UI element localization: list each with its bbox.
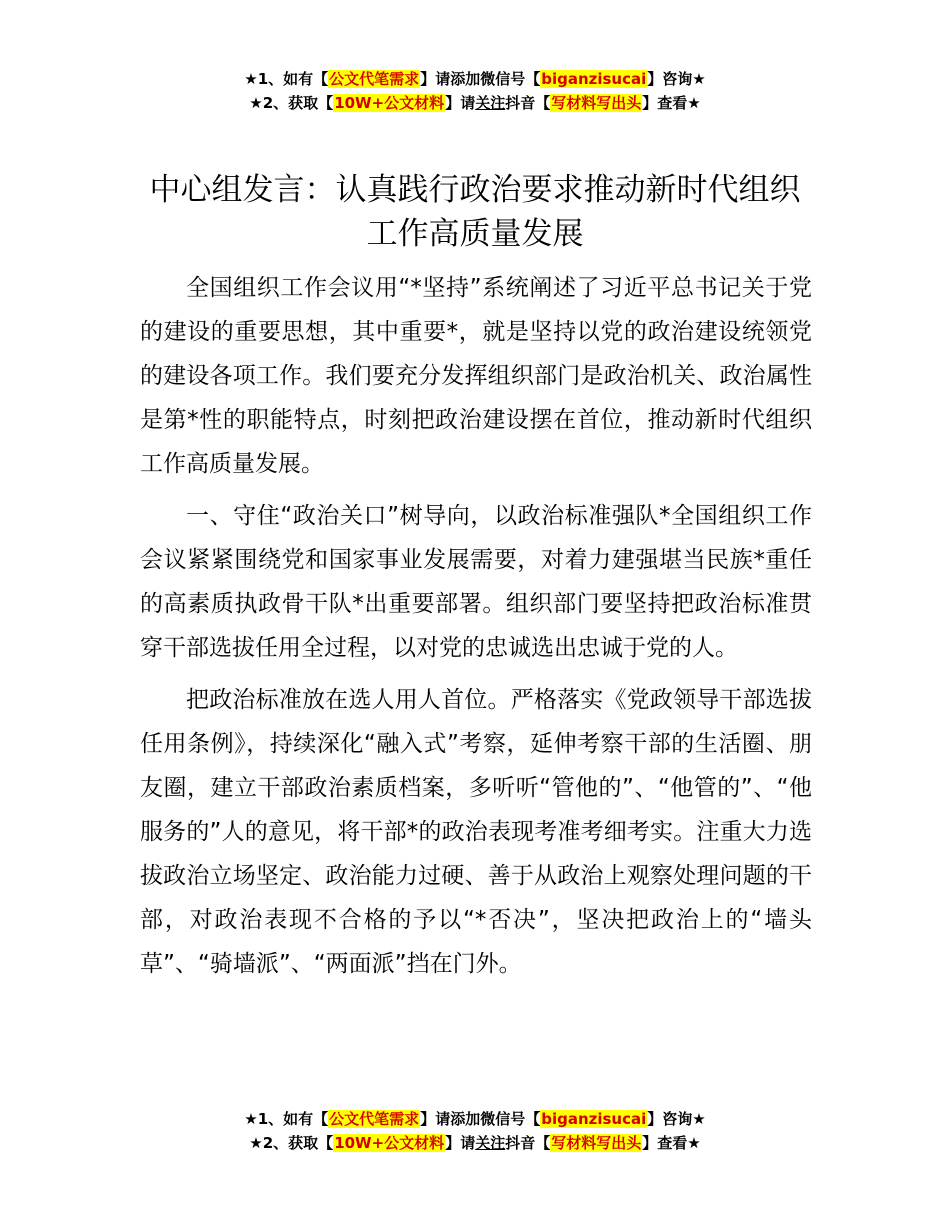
document-title: 中心组发言：认真践行政治要求推动新时代组织工作高质量发展: [149, 172, 801, 252]
banner-text: 抖音【: [505, 1134, 551, 1152]
banner-text: 】咨询★: [647, 1110, 706, 1128]
banner-line-2: [0, 91, 950, 115]
banner-highlight: 写材料写出头: [551, 94, 642, 112]
banner-text: ★2、获取【: [249, 94, 334, 112]
document-body: [140, 266, 812, 994]
banner-text: ★1、如有【: [244, 1110, 329, 1128]
banner-text: 】咨询★: [647, 70, 706, 88]
banner-highlight: 公文代笔需求: [329, 70, 420, 88]
banner-line-2: [0, 1131, 950, 1155]
banner-highlight: 10W+公文材料: [334, 1134, 445, 1152]
banner-text: 】请添加微信号【: [420, 1110, 541, 1128]
paragraph-1: 全国组织工作会议用“*坚持”系统阐述了习近平总书记关于党的建设的重要思想，其中重要*，就是坚持以党的政治建设统领党的建设各项工作。我们要充分发挥组织部门是政治机关、政治属性是第*性的职能特点，时刻把政治建设摆在首位，推动新时代组织工作高质量发展。: [140, 275, 812, 477]
paragraph-2: 一、守住“政治关口”树导向，以政治标准强队*全国组织工作会议紧紧围绕党和国家事业发展需要，对着力建强堪当民族*重任的高素质执政骨干队*出重要部署。组织部门要坚持把政治标准贯穿干部选拔任用全过程，以对党的忠诚选出忠诚于党的人。: [140, 503, 812, 661]
banner-line-1: [0, 1107, 950, 1131]
top-banner: [0, 67, 950, 115]
banner-text: 】请: [445, 94, 476, 112]
banner-line-1: [0, 67, 950, 91]
banner-text: 】请: [445, 1134, 476, 1152]
bottom-banner: [0, 1107, 950, 1155]
banner-highlight: biganzisucai: [541, 70, 647, 88]
banner-highlight: 10W+公文材料: [334, 94, 445, 112]
banner-highlight: 写材料写出头: [551, 1134, 642, 1152]
banner-text: 抖音【: [505, 94, 551, 112]
banner-highlight: biganzisucai: [541, 1110, 647, 1128]
banner-underline: 关注: [475, 1134, 506, 1152]
banner-highlight: 公文代笔需求: [329, 1110, 420, 1128]
banner-text: 】请添加微信号【: [420, 70, 541, 88]
banner-text: ★2、获取【: [249, 1134, 334, 1152]
banner-text: 】查看★: [642, 94, 701, 112]
banner-underline: 关注: [475, 94, 506, 112]
banner-text: 】查看★: [642, 1134, 701, 1152]
paragraph-3: 把政治标准放在选人用人首位。严格落实《党政领导干部选拔任用条例》，持续深化“融入式”考察，延伸考察干部的生活圈、朋友圈，建立干部政治素质档案，多听听“管他的”、“他管的”、“他服务的”人的意见，将干部*的政治表现考准考细考实。注重大力选拔政治立场坚定、政治能力过硬、善于从政治上观察处理问题的干部，对政治表现不合格的予以“*否决”，坚决把政治上的“墙头草”、“骑墙派”、“两面派”挡在门外。: [140, 687, 812, 977]
banner-text: ★1、如有【: [244, 70, 329, 88]
